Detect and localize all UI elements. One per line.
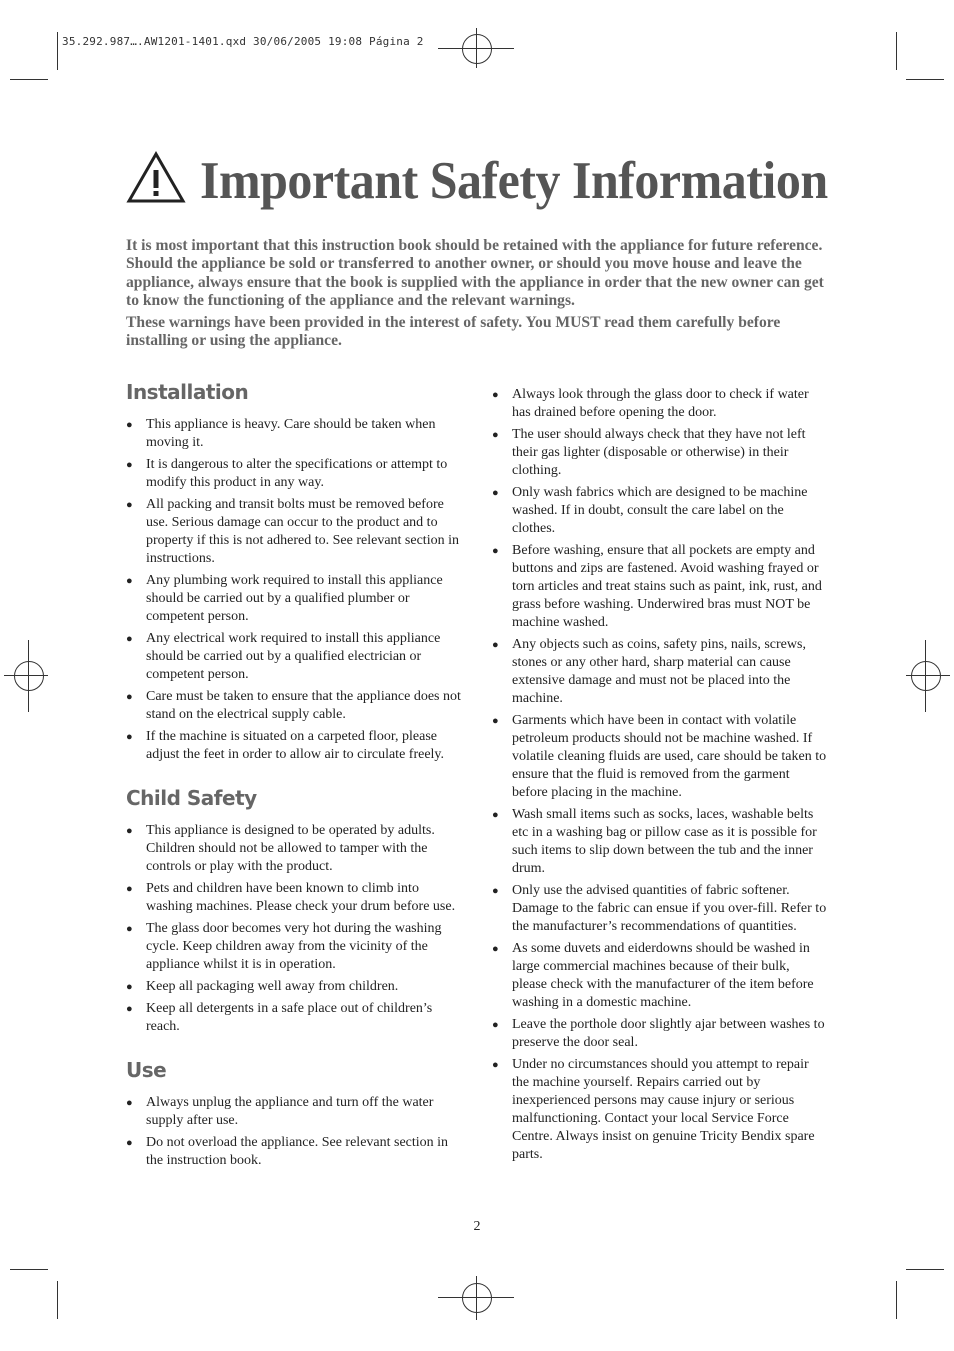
right-column xyxy=(492,386,827,1186)
bullet-icon: ● xyxy=(126,1137,133,1149)
left-column xyxy=(126,380,461,1192)
list-item: ● Any electrical work required to install this appliance should be carried out by a qualified electrician or competent person. xyxy=(126,631,441,682)
bullet-icon: ● xyxy=(492,639,499,651)
list-item: ● Under no circumstances should you attempt to repair the machine yourself. Repairs carried out by inexperienced persons may cause injury or serious malfunctioning. Contact your local Service Force Centre. Always insist on genuine Tricity Bendix spare parts. xyxy=(492,1057,815,1162)
list-item: ● Care must be taken to ensure that the appliance does not stand on the electrical supply cable. xyxy=(126,689,461,722)
list-item: ● Only use the advised quantities of fabric softener. Damage to the fabric can ensue if you over-fill. Refer to the manufacturer’s recommendations of quantities. xyxy=(492,883,827,934)
list-item: ● As some duvets and eiderdowns should be washed in large commercial machines because of their bulk, please check with the manufacturer of the item before washing in a domestic machine. xyxy=(492,941,814,1010)
bullet-icon: ● xyxy=(492,487,499,499)
crop-mark xyxy=(896,1281,897,1319)
crop-mark xyxy=(57,32,58,70)
crop-mark xyxy=(896,32,897,70)
list-item: ● The glass door becomes very hot during the washing cycle. Keep children away from the vicinity of the appliance whilst it is in operation. xyxy=(126,921,442,972)
list-item: ● Always look through the glass door to check if water has drained before opening the door. xyxy=(492,387,809,420)
list-item: ● Pets and children have been known to climb into washing machines. Please check your drum before use. xyxy=(126,881,456,914)
list-item: ● Keep all packaging well away from children. xyxy=(126,979,399,994)
use-list xyxy=(126,1094,461,1170)
list-item: ● All packing and transit bolts must be removed before use. Serious damage can occur to the product and to property if this is not adhered to. See relevant section in instructions. xyxy=(126,497,459,566)
list-item: ● Wash small items such as socks, laces, washable belts etc in a washing bag or pillow case as it is possible for such items to slip down between the tub and the inner drum. xyxy=(492,807,817,876)
section-heading-use: Use xyxy=(126,1058,167,1082)
page-number: 2 xyxy=(473,1219,481,1234)
bullet-icon: ● xyxy=(126,499,133,511)
list-item: ● Always unplug the appliance and turn off the water supply after use. xyxy=(126,1095,434,1128)
list-item: ● Garments which have been in contact with volatile petroleum products should not be machine washed. If volatile cleaning fluids are used, care should be taken to ensure that the fluid is removed from the garment before placing in the machine. xyxy=(492,713,827,800)
section-heading-child-safety: Child Safety xyxy=(126,786,257,810)
list-item: ● Any objects such as coins, safety pins, nails, screws, stones or any other hard, sharp material can cause extensive damage and must not be placed into the machine. xyxy=(492,637,806,706)
intro-paragraph: It is most important that this instruction book should be retained with the appliance for future reference. Should the appliance be sold or transferred to another owner, or should you move house and leave the appliance, always ensure that the book is supplied with the appliance in order that the new owner can get to know the functioning of the appliance and the relevant warnings. xyxy=(126,237,824,309)
bullet-icon: ● xyxy=(126,981,133,993)
list-item: ● Keep all detergents in a safe place out of children’s reach. xyxy=(126,1001,433,1034)
list-item: ● The user should always check that they have not left their gas lighter (disposable or otherwise) in their clothing. xyxy=(492,427,806,478)
bullet-icon: ● xyxy=(492,943,499,955)
bullet-icon: ● xyxy=(126,1097,133,1109)
list-item: ● Only wash fabrics which are designed to be machine washed. If in doubt, consult the care label on the clothes. xyxy=(492,485,808,536)
bullet-icon: ● xyxy=(126,575,133,587)
print-slug: 35.292.987….AW1201-1401.qxd 30/06/2005 19:08 Página 2 xyxy=(62,35,424,48)
warning-triangle-icon xyxy=(126,150,186,209)
list-item: ● Before washing, ensure that all pockets are empty and buttons and zips are fastened. Avoid washing frayed or torn articles and treat stains such as paint, ink, rust, and grass before washing. Underwired bras must NOT be machine washed. xyxy=(492,543,822,630)
page-title xyxy=(126,150,828,209)
list-item: ● Any plumbing work required to install this appliance should be carried out by a qualified plumber or competent person. xyxy=(126,573,443,624)
bullet-icon: ● xyxy=(492,715,499,727)
bullet-icon: ● xyxy=(126,883,133,895)
list-item: ● This appliance is designed to be operated by adults. Children should not be allowed to tamper with the controls or play with the product. xyxy=(126,823,435,874)
bullet-icon: ● xyxy=(492,1059,499,1071)
list-item: ● It is dangerous to alter the specifications or attempt to modify this product in any way. xyxy=(126,457,448,490)
intro xyxy=(126,237,826,355)
use-continued-list xyxy=(492,386,827,1164)
bullet-icon: ● xyxy=(126,459,133,471)
bullet-icon: ● xyxy=(492,429,499,441)
title-text: Important Safety Information xyxy=(200,150,828,209)
list-item: ● Leave the porthole door slightly ajar between washes to preserve the door seal. xyxy=(492,1017,825,1050)
crop-mark xyxy=(906,79,944,80)
bullet-icon: ● xyxy=(492,809,499,821)
bullet-icon: ● xyxy=(126,691,133,703)
crop-mark xyxy=(906,1269,944,1270)
bullet-icon: ● xyxy=(126,731,133,743)
bullet-icon: ● xyxy=(492,1019,499,1031)
bullet-icon: ● xyxy=(126,1003,133,1015)
intro-paragraph: These warnings have been provided in the interest of safety. You MUST read them carefully before installing or using the appliance. xyxy=(126,314,781,350)
child-safety-list xyxy=(126,822,461,1036)
bullet-icon: ● xyxy=(126,419,133,431)
list-item: ● If the machine is situated on a carpeted floor, please adjust the feet in order to allow air to circulate freely. xyxy=(126,729,445,762)
list-item: ● This appliance is heavy. Care should be taken when moving it. xyxy=(126,417,436,450)
bullet-icon: ● xyxy=(492,545,499,557)
installation-list xyxy=(126,416,461,764)
bullet-icon: ● xyxy=(126,923,133,935)
crop-mark xyxy=(10,79,48,80)
section-heading-installation: Installation xyxy=(126,380,249,404)
bullet-icon: ● xyxy=(126,825,133,837)
crop-mark xyxy=(10,1269,48,1270)
list-item: ● Do not overload the appliance. See relevant section in the instruction book. xyxy=(126,1135,449,1168)
bullet-icon: ● xyxy=(492,389,499,401)
bullet-icon: ● xyxy=(492,885,499,897)
crop-mark xyxy=(57,1281,58,1319)
bullet-icon: ● xyxy=(126,633,133,645)
